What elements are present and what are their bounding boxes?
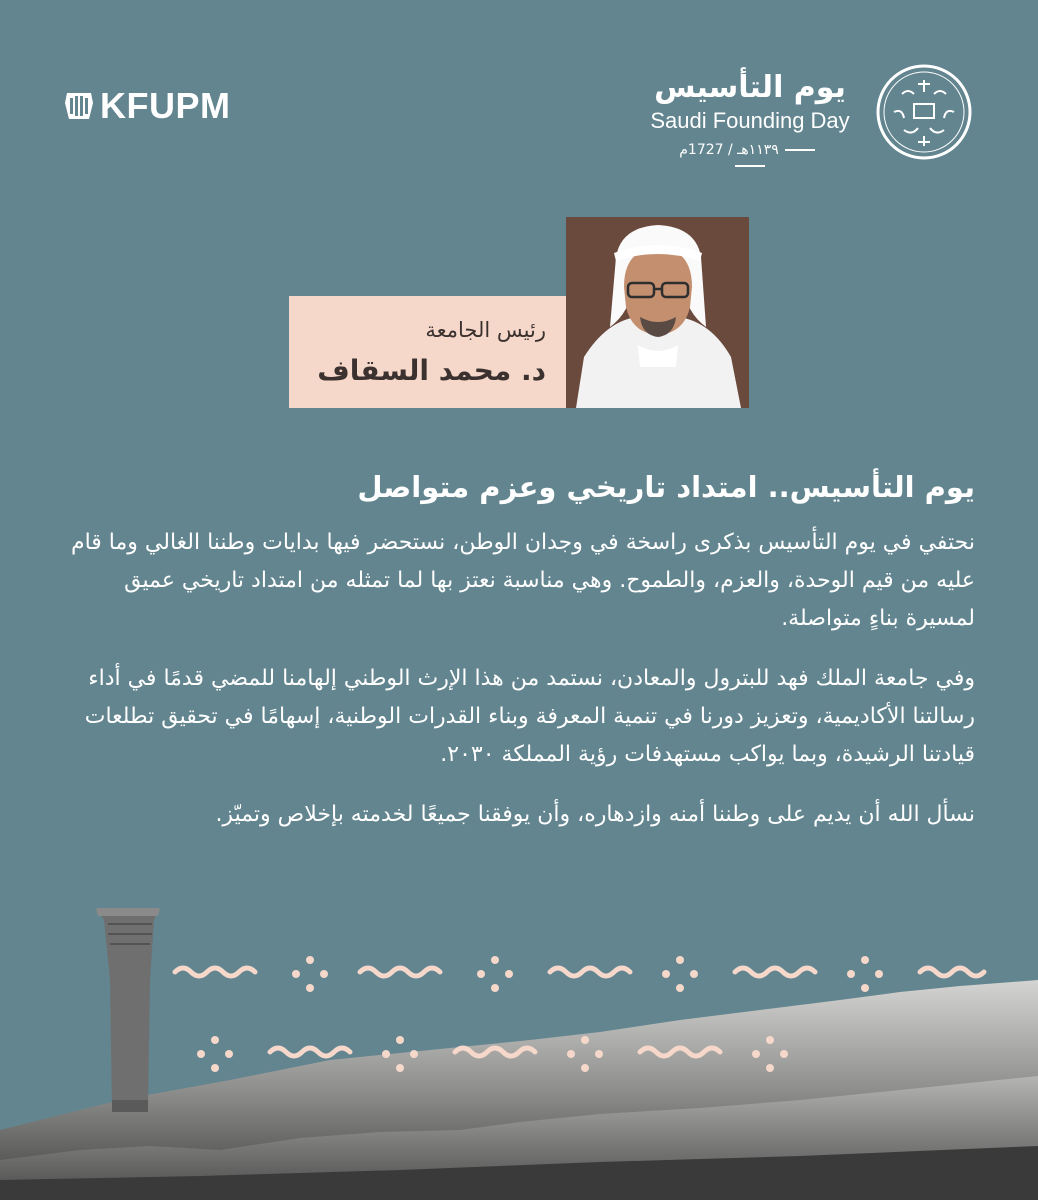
kfupm-wordmark: KFUPM — [100, 85, 231, 126]
founding-day-logo — [640, 62, 980, 172]
water-tower-icon — [96, 908, 160, 1112]
president-role: رئيس الجامعة — [425, 318, 546, 342]
name-card — [289, 296, 566, 408]
kfupm-logo — [64, 85, 231, 126]
founding-day-arabic-title: يوم التأسيس — [654, 70, 846, 105]
founding-day-date: ١١٣٩هـ / 1727م — [660, 142, 840, 174]
article-paragraph-1: نحتفي في يوم التأسيس بذكرى راسخة في وجدان الوطن، نستحضر فيها بدايات وطننا الغالي وما قام عليه من قيم الوحدة، والعزم، والطموح. وهي مناسبة نعتز بها لما تمثله من امتداد تاريخي عميق لمسيرة بناءٍ متواصلة. — [70, 530, 975, 631]
president-portrait — [566, 217, 749, 408]
landscape-illustration — [0, 900, 1038, 1200]
portrait-illustration — [566, 217, 749, 408]
president-name: د. محمد السقاف — [317, 354, 546, 387]
founding-day-seal-icon — [874, 62, 974, 162]
article-paragraph-3: نسأل الله أن يديم على وطننا أمنه وازدهاره، وأن يوفقنا جميعًا لخدمته بإخلاص وتميّز. — [215, 802, 975, 827]
founding-day-english-title: Saudi Founding Day — [650, 108, 850, 133]
article — [60, 470, 975, 856]
university-emblem-icon — [64, 89, 94, 123]
article-paragraph-2: وفي جامعة الملك فهد للبترول والمعادن، نستمد من هذا الإرث الوطني إلهامنا للمضي قدمًا في أداء رسالتنا الأكاديمية، وتعزيز دورنا في تنمية المعرفة وبناء القدرات الوطنية، إسهامًا في تحقيق تطلعات قيادتنا الرشيدة، وبما يواكب مستهدفات رؤية المملكة ٢٠٣٠. — [84, 666, 975, 767]
article-title: يوم التأسيس.. امتداد تاريخي وعزم متواصل — [357, 470, 975, 504]
